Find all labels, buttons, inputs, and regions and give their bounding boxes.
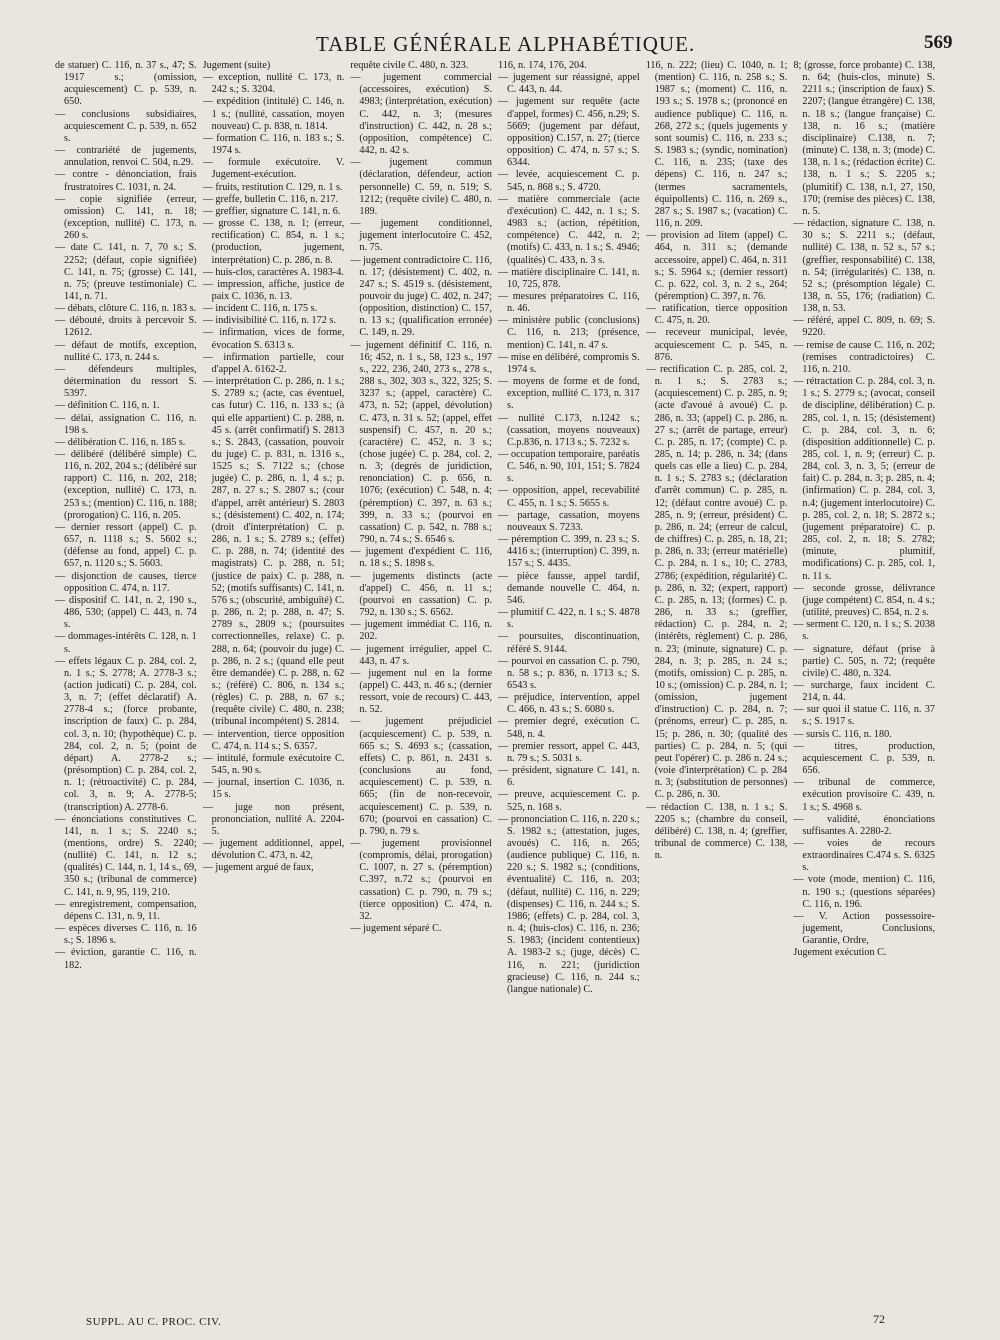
index-entry: — exception, nullité C. 173, n. 242 s.; S. 3204. (202, 72, 345, 96)
index-entry: — huis-clos, caractères A. 1983-4. (202, 266, 344, 278)
index-entry: Jugement exécution C. (793, 947, 887, 959)
index-entry: — premier degré, exécution C. 548, n. 4. (498, 716, 640, 740)
index-entry: — tribunal de commerce, exécution provisoire C. 439, n. 1 s.; S. 4968 s. (793, 777, 936, 813)
index-entry: — président, signature C. 141, n. 6. (498, 765, 640, 789)
index-entry: — journal, insertion C. 1036, n. 15 s. (202, 777, 345, 801)
index-entry: — receveur municipal, levée, acquiescement C. p. 545, n. 876. (645, 327, 788, 363)
index-columns (55, 60, 935, 1310)
index-entry: — jugement irrégulier, appel C. 443, n. 47 s. (350, 643, 493, 667)
index-entry: — voies de recours extraordinaires C.474 s. S. 6325 s. (793, 838, 936, 874)
index-entry: — serment C. 120, n. 1 s.; S. 2038 s. (793, 619, 936, 643)
index-entry: — validité, énonciations suffisantes A. 2280-2. (793, 813, 936, 837)
index-entry: — expédition (intitulé) C. 146, n. 1 s.; (nullité, cassation, moyen nouveau) C. p. 838, n. 1814. (202, 96, 345, 132)
index-entry: — jugement provisionnel (compromis, délai, prorogation) C. 1007, n. 27 s. (péremption) C.397, n.72 s.; (pourvoi en cassation) C. p. 790, n. 79 s.; (tierce opposition) C. 474, n. 32. (350, 838, 493, 922)
page-number: 569 (924, 32, 953, 53)
index-entry: — rédaction C. 138, n. 1 s.; S. 2205 s.; (chambre du conseil, délibéré) C. 138, n. 4; (greffier, tribunal de commerce) C. 138, n. (645, 801, 788, 862)
index-entry: 116, n. 222; (lieu) C. 1040, n. 1; (mention) C. 116, n. 258 s.; S. 1987 s.; (moment) C. 116, n. 193 s.; S. 1978 s.; (prononcé en audience publique) C. 116, n. 268, 272 s.; (quels jugements y sont soumis) C. 116, n. 233 s.; S. 1983 s.; (syndic, nomination) C. 116, n. 235; (taxe des dépens) C. 116, n. 247 s.; (termes sacramentels, équipollents) C. 116, n. 269 s., 287 s.; S. 1987 s.; (vacation) C. 116, n. 209. (645, 60, 788, 230)
index-entry: — préjudice, intervention, appel C. 466, n. 43 s.; S. 6080 s. (498, 692, 640, 716)
index-entry: — jugement immédiat C. 116, n. 202. (350, 619, 493, 643)
index-entry: — débouté, droits à percevoir S. 12612. (55, 315, 197, 339)
index-entry: — sursis C. 116, n. 180. (793, 728, 892, 740)
index-entry: — signature, défaut (prise à partie) C. 505, n. 72; (requête civile) C. 480, n. 324. (793, 643, 936, 679)
index-entry: — seconde grosse, délivrance (juge compétent) C. 854, n. 4 s.; (utilité, preuves) C. 854, n. 2 s. (793, 582, 936, 619)
index-entry: — mesures préparatoires C. 116, n. 46. (498, 290, 640, 315)
index-entry: — copie signifiée (erreur, omission) C. 141, n. 18; (exception, nullité) C. 173, n. 260 s. (55, 193, 197, 242)
index-entry: — nullité C.173, n.1242 s.; (cassation, moyens nouveaux) C.p.836, n. 1713 s.; S. 7232 s. (498, 412, 640, 448)
index-entry: — infirmation partielle, cour d'appel A. 6162-2. (202, 351, 345, 375)
index-entry: — occupation temporaire, paréatis C. 546, n. 90, 101, 151; S. 7824 s. (498, 449, 640, 485)
index-entry: — jugement nul en la forme (appel) C. 443, n. 46 s.; (dernier ressort, voie de recours) C. 443, n. 52. (350, 667, 493, 716)
index-entry: — jugement définitif C. 116, n. 16; 452, n. 1 s., 58, 123 s., 197 s., 222, 236, 240, 273 s., 278 s., 288 s., 302, 303 s., 322, 325; S. 3237 s.; (appel, caractère) C. 473, n. 52; (appel, dévolution) C. 473, n. 31 s. 52; (appel, effet suspensif) C. 457, n. 20 s.; (caractère) C. 452, n. 3 s.; (chose jugée) C. p. 284, col. 2, n. 3; (degrés de juridiction, renonciation) C. p. 656, n. 1076; (exécution) C. 548, n. 4; (péremption) C. 397, n. 63 s.; 399, n. 33 s.; (pourvoi en cassation) C. p. 542, n. 788 s.; 790, n. 74 s.; S. 6546 s. (350, 339, 493, 546)
index-entry: — intitulé, formule exécutoire C. 545, n. 90 s. (202, 752, 345, 777)
index-entry: — date C. 141, n. 7, 70 s.; S. 2252; (défaut, copie signifiée) C. 141, n. 75; (grosse) C. 141, n. 75; (preuve testimoniale) C. 141, n. 71. (55, 242, 197, 302)
index-entry: — contre - dénonciation, frais frustratoires C. 1031, n. 24. (55, 169, 197, 193)
footer-sheet-number: 72 (873, 1312, 885, 1326)
index-entry: — jugement préjudiciel (acquiescement) C. p. 539, n. 665 s.; S. 4693 s.; (cassation, effets) C. p. 861, n. 2431 s. (conclusions au fond, acquiescement) C. p. 539, n. 665; (fin de non-recevoir, acquiescement) C. p. 539, n. 670; (pourvoi en cassation) C. p. 790, n. 79 s. (350, 716, 493, 837)
index-entry: — sur quoi il statue C. 116, n. 37 s.; S. 1917 s. (793, 704, 936, 728)
index-entry: — jugement sur requête (acte d'appel, formes) C. 456, n.29; S. 5669; (jugement par défaut, opposition) C.157, n. 27; (tierce opposition) C. 474, n. 57 s.; S. 6344. (498, 96, 640, 169)
index-entry: — délai, assignation C. 116, n. 198 s. (55, 412, 197, 436)
index-entry: — provision ad litem (appel) C. 464, n. 311 s.; (demande accessoire, appel) C. 464, n. 311 s.; S. 5964 s.; (dernier ressort) C. p. 622, col. 3, n. 2 s., 264; (péremption) C. 397, n. 76. (645, 230, 788, 302)
index-entry: — levée, acquiescement C. p. 545, n. 868 s.; S. 4720. (498, 169, 640, 193)
index-entry: — infirmation, vices de forme, évocation S. 6313 s. (202, 327, 345, 351)
index-column-2 (203, 60, 345, 1310)
index-entry: — V. Action possessoire-jugement, Conclusions, Garantie, Ordre, (793, 910, 936, 947)
index-entry: — délibération C. 116, n. 185 s. (55, 436, 186, 448)
index-entry: — délibéré (délibéré simple) C. 116, n. 202, 204 s.; (délibéré sur rapport) C. 116, n. 202, 218; (exception, nullité) C. 173, n. 253 s.; (mention) C. 116, n. 188; (prorogation) C. 116, n. 205. (55, 449, 197, 521)
index-entry: — grosse C. 138, n. 1; (erreur, rectification) C. 854, n. 1 s.; (production, jugement, interprétation) C. p. 286, n. 8. (202, 218, 345, 266)
index-entry: — mise en délibéré, compromis S. 1974 s. (498, 351, 640, 375)
index-entry: — matière disciplinaire C. 141, n. 10, 725, 878. (498, 266, 640, 290)
index-entry: — jugement séparé C. (350, 923, 442, 935)
index-entry: — premier ressort, appel C. 443, n. 79 s.; S. 5031 s. (498, 740, 640, 764)
index-entry: — prononciation C. 116, n. 220 s.; S. 1982 s.; (attestation, juges, avoués) C. 116, n. 265; (audience publique) C. 116, n. 220 s.; S. 1982 s.; (conditions, éventualité) C. 116, n. 203; (défaut, nullité) C. 116, n. 229; (dispenses) C. 116, n. 244 s.; S. 1986; (effets) C. p. 284, col. 3, n. 4; (huis-clos) C. 116, n. 236; S. 1983; (incident contentieux) A. 1983-2 s.; (juge, décès) C. 116, n. 221; (juridiction gracieuse) C. 116, n. 244 s.; (langue nationale) C. (498, 813, 640, 995)
index-entry: de statuer) C. 116, n. 37 s., 47; S. 1917 s.; (omission, acquiescement) C. p. 539, n. 650. (55, 60, 197, 108)
index-entry: — pourvoi en cassation C. p. 790, n. 58 s.; p. 836, n. 1713 s.; S. 6543 s. (498, 655, 640, 691)
index-entry: — preuve, acquiescement C. p. 525, n. 168 s. (498, 789, 640, 813)
page-title: TABLE GÉNÉRALE ALPHABÉTIQUE. (316, 32, 696, 56)
index-entry: — défendeurs multiples, détermination du ressort S. 5397. (55, 363, 197, 400)
index-entry: — greffier, signature C. 141, n. 6. (202, 205, 341, 217)
index-entry: — jugement commercial (accessoires, exécution) S. 4983; (interprétation, exécution) C. 442, n. 3; (mesures d'instruction) C. 442, n. 28 s.; (opposition, compétence) C. 442, n. 42 s. (350, 72, 493, 157)
index-entry: — greffe, bulletin C. 116, n. 217. (202, 193, 339, 205)
index-entry: — ministère public (conclusions) C. 116, n. 213; (présence, mention) C. 141, n. 47 s. (498, 315, 640, 351)
index-entry: — matière commerciale (acte d'exécution) C. 442, n. 1 s.; S. 4983 s.; (action, répétition, compétence) C. 442, n. 2; (motifs) C. 433, n. 1 s.; S. 4946; (qualités) C. 433, n. 3 s. (498, 193, 640, 266)
index-entry: — remise de cause C. 116, n. 202; (remises contradictoires) C. 116, n. 210. (793, 339, 936, 375)
index-entry: — débats, clôture C. 116, n. 183 s. (55, 303, 197, 315)
index-entry: — formule exécutoire. V. Jugement-exécution. (202, 157, 345, 181)
index-entry: — impression, affiche, justice de paix C. 1036, n. 13. (202, 278, 345, 302)
index-entry: — péremption C. 399, n. 23 s.; S. 4416 s.; (interruption) C. 399, n. 157 s.; S. 4435. (498, 534, 640, 570)
index-entry: — dommages-intérêts C. 128, n. 1 s. (55, 631, 197, 655)
index-column-1 (55, 60, 197, 1310)
index-column-4 (498, 60, 640, 1310)
index-entry: — dernier ressort (appel) C. p. 657, n. 1118 s.; S. 5602 s.; (défense au fond, appel) C. p. 657, n. 1120 s.; S. 5603. (55, 521, 197, 570)
index-entry: — définition C. 116, n. 1. (55, 400, 160, 412)
page-header (0, 30, 1000, 60)
footer-signature: SUPPL. AU C. PROC. CIV. (86, 1316, 222, 1328)
index-entry: — ratification, tierce opposition C. 475, n. 20. (645, 303, 788, 327)
index-entry: — incident C. 116, n. 175 s. (202, 303, 318, 315)
index-entry: 116, n. 174, 176, 204. (498, 60, 587, 71)
index-entry: Jugement (suite) (202, 60, 271, 71)
index-entry: — jugement argué de faux, (202, 862, 314, 874)
index-entry: — jugement sur réassigné, appel C. 443, n. 44. (498, 72, 640, 96)
index-entry: — défaut de motifs, exception, nullité C. 173, n. 244 s. (55, 339, 197, 363)
index-entry: — jugement conditionnel, jugement interlocutoire C. 452, n. 75. (350, 218, 493, 254)
index-entry: — fruits, restitution C. 129, n. 1 s. (202, 181, 343, 193)
index-entry: — titres, production, acquiescement C. p. 539, n. 656. (793, 740, 936, 777)
index-column-5 (646, 60, 788, 1310)
index-entry: — jugement commun (déclaration, défendeur, action personnelle) C. 59, n. 519; S. 1212; (requête civile) C. 480, n. 189. (350, 157, 493, 217)
index-column-3 (350, 60, 492, 1310)
index-entry: — jugement d'expédient C. 116, n. 18 s.; S. 1898 s. (350, 546, 493, 570)
index-entry: — plumitif C. 422, n. 1 s.; S. 4878 s. (498, 607, 640, 631)
index-entry: — formation C. 116, n. 183 s.; S. 1974 s. (202, 132, 345, 157)
index-entry: — moyens de forme et de fond, exception, nullité C. 173, n. 317 s. (498, 376, 640, 412)
index-entry: — disjonction de causes, tierce opposition C. 474, n. 117. (55, 570, 197, 594)
index-entry: — enregistrement, compensation, dépens C. 131, n. 9, 11. (55, 898, 197, 922)
index-entry: 8; (grosse, force probante) C. 138, n. 64; (huis-clos, minute) S. 2211 s.; (inscription de faux) S. 2207; (langue étrangère) C. 138, n. 18 s.; (langue française) C. 138, n. 16 s.; (matière disciplinaire) C.138, n. 7; (minute) C. 138, n. 3; (mode) C. 138, n. 1 s.; (rédaction écrite) C. 138, n. 1 s.; S. 2205 s.; (plumitif) C. 138, n.1, 27, 150, 170; (remise des pièces) C. 138, n. 5. (793, 60, 936, 217)
index-entry: — opposition, appel, recevabilité C. 455, n. 1 s.; S. 5655 s. (498, 485, 640, 509)
index-entry: — juge non présent, prononciation, nullité A. 2204-5. (202, 801, 345, 837)
index-column-6 (793, 60, 935, 1310)
index-entry: — espèces diverses C. 116, n. 16 s.; S. 1896 s. (55, 923, 197, 947)
index-entry: — effets légaux C. p. 284, col. 2, n. 1 s.; S. 2778; A. 2778-3 s.; (action judicati) C. p. 284, col. 3, n. 7; (effet déclaratif) A. 2778-4 s.; (force probante, inscription de faux) C. p. 284, col. 3, n. 10; (hypothèque) C. p. 284, col. 2, n. 5; (point de départ) A. 2778-2 s.; (présomption) C. p. 284, col. 2, n. 1; (rétroactivité) C. p. 284, col. 3, n. 9; A. 2778-5; (transcription) A. 2778-6. (55, 655, 197, 813)
index-entry: — interprétation C. p. 286, n. 1 s.; S. 2789 s.; (acte, cas éventuel, cas futur) C. 116, n. 133 s.; (à qui elle appartient) C. p. 288, n. 45 s. (arrêt confirmatif) S. 2813 s.; S. 2843, (cassation, pouvoir du juge) C. p. 831, n. 1316 s., 1525 s.; S. 7122 s.; (chose jugée) C. p. 286, n. 1, 4 s.; p. 287, n. 27 s.; S. 2807 s.; (cour d'appel, arrêt antérieur) S. 2803 s.; (désistement) C. 402, n. 174; (droit d'interprétation) C. p. 286, n. 1 s.; S. 2789 s.; (effet) C. p. 288, n. 74; (identité des magistrats) C. p. 288, n. 51; (justice de paix) C. p. 288, n. 52; (motifs suffisants) C. 141, n. 576 s.; (obscurité, ambiguïté) C. p. 286, n. 2; p. 288, n. 47; S. 2789 s., 2809 s.; (poursuites correctionnelles, relaxe) C. p. 288, n. 64; (pouvoir du juge) C. p. 286, n. 2 s.; (quand elle peut être demandée) C. p. 288, n. 62 s.; (référé) C. 806, n. 134 s.; (règles) C. p. 288, n. 67 s.; (requête civile) C. 480, n. 238; (tribunal incompétent) S. 2814. (202, 376, 345, 728)
index-entry: — rétractation C. p. 284, col. 3, n. 1 s.; S. 2779 s.; (avocat, conseil de discipline, délibération) C. p. 285, col. 1, n. 15; (désistement) C. p. 284, col. 3, n. 6; (disposition additionnelle) C. p. 285, col. 1, n. 9; (erreur) C. p. 284, col. 3, n. 3, 5; (erreur de fait) C. p. 284, n. 3; p. 285, n. 4; (infirmation) C. p. 284, col. 3, n.4; (jugement interlocutoire) C. p. 285, col. 2, n. 18; S. 2872 s.; (jugement préparatoire) C. p. 285, col. 2, n. 18; S. 2782; (minute, plumitif, modifications) C. p. 285, col. 1, n. 11 s. (793, 376, 936, 582)
index-entry: — jugements distincts (acte d'appel) C. 456, n. 11 s.; (pourvoi en cassation) C. p. 792, n. 130 s.; S. 6562. (350, 570, 493, 619)
index-entry: — partage, cassation, moyens nouveaux S. 7233. (498, 509, 640, 533)
index-entry: — rédaction, signature C. 138, n. 30 s.; S. 2211 s.; (défaut, nullité) C. 138, n. 52 s., 57 s.; (greffier, responsabilité) C. 138, n. 54; (irrégularités) C. 138, n. 52 s.; (présomption légale) C. 138, n. 55, 176; (radiation) C. 138, n. 53. (793, 218, 936, 315)
index-entry: — contrariété de jugements, annulation, renvoi C. 504, n.29. (55, 145, 197, 169)
index-entry: — poursuites, discontinuation, référé S. 9144. (498, 631, 640, 655)
index-entry: — pièce fausse, appel tardif, demande nouvelle C. 464, n. 546. (498, 570, 640, 606)
index-entry: — vote (mode, mention) C. 116, n. 190 s.; (questions séparées) C. 116, n. 196. (793, 874, 936, 910)
index-entry: — rectification C. p. 285, col. 2, n. 1 s.; S. 2783 s.; (acquiescement) C. p. 285, n. 9; (acte d'avoué à avoué) C. p. 286, n. 33; (appel) C. p. 286, n. 27 s.; (arrêt de partage, erreur) C. p. 285, n. 17; (compte) C. p. 285, n. 14; p. 286, n. 34; (dans quels cas elle a lieu) C. p. 284, n. 1 s.; S. 2783 s.; (déclaration d'arrêt commun) C. p. 285, n. 12; (défaut contre avoué) C. p. 285, n. 9; (erreur, président) C. p. 286, n. 24; (erreur de calcul, de chiffres) C. p. 285, n. 18, 21; p. 286, n. 33; (erreur matérielle) C. p. 284, n. 1 s., 10; C. 2783, 2786; (expédition, régularité) C. p. 286, n. 32; (expert, rapport) C. p. 285, n. 13; (formes) C. p. 286, n. 33 s.; (greffier, rédaction) C. p. 284, n. 2; (intérêts, règlement) C. p. 286, n. 23; (minute, signature) C. p. 284, n. 3; p. 285, n. 24 s.; (motifs, omission) C. p. 285, n. 10 s.; (omission) C. p. 284, n. 1; (omission, jugement d'instruction) C. p. 284, n. 7; (prénoms, erreur) C. p. 285, n. 15; p. 286, n. 30; (qualité des parties) C. p. 284, n. 5; (qui peut l'opérer) C. p. 286 n. 24 s.; (voie d'interprétation) C. p. 284 n. 3; (substitution de personnes) C. p. 286, n. 30. (645, 363, 788, 801)
index-entry: — jugement additionnel, appel, dévolution C. 473, n. 42, (202, 838, 345, 862)
index-entry: — conclusions subsidiaires, acquiescement C. p. 539, n. 652 s. (55, 108, 197, 144)
index-entry: — dispositif C. 141, n. 2, 190 s., 486, 530; (appel) C. 443, n. 74 s. (55, 594, 197, 631)
index-entry: — indivisibilité C. 116, n. 172 s. (202, 315, 336, 327)
index-entry: — jugement contradictoire C. 116, n. 17; (désistement) C. 402, n. 247 s.; S. 4519 s. (désistement, pouvoir du juge) C. 402, n. 247; (opposition, distinction) C. 157, n. 13 s.; (qualification erronée) C. 149, n. 29. (350, 254, 493, 339)
index-entry: — référé, appel C. 809, n. 69; S. 9220. (793, 315, 936, 339)
index-entry: — énonciations constitutives C. 141, n. 1 s.; S. 2240 s.; (mentions, ordre) S. 2240; (nullité) C. 141, n. 12 s.; (qualités) C. 144, n. 1, 14 s., 69, 350 s.; (tribunal de commerce) C. 141, n. 9, 95, 119, 210. (55, 813, 197, 898)
index-entry: — surcharge, faux incident C. 214, n. 44. (793, 679, 936, 704)
index-entry: — éviction, garantie C. 116, n. 182. (55, 947, 197, 971)
index-entry: — intervention, tierce opposition C. 474, n. 114 s.; S. 6357. (202, 728, 345, 752)
index-entry: requête civile C. 480, n. 323. (350, 60, 469, 71)
